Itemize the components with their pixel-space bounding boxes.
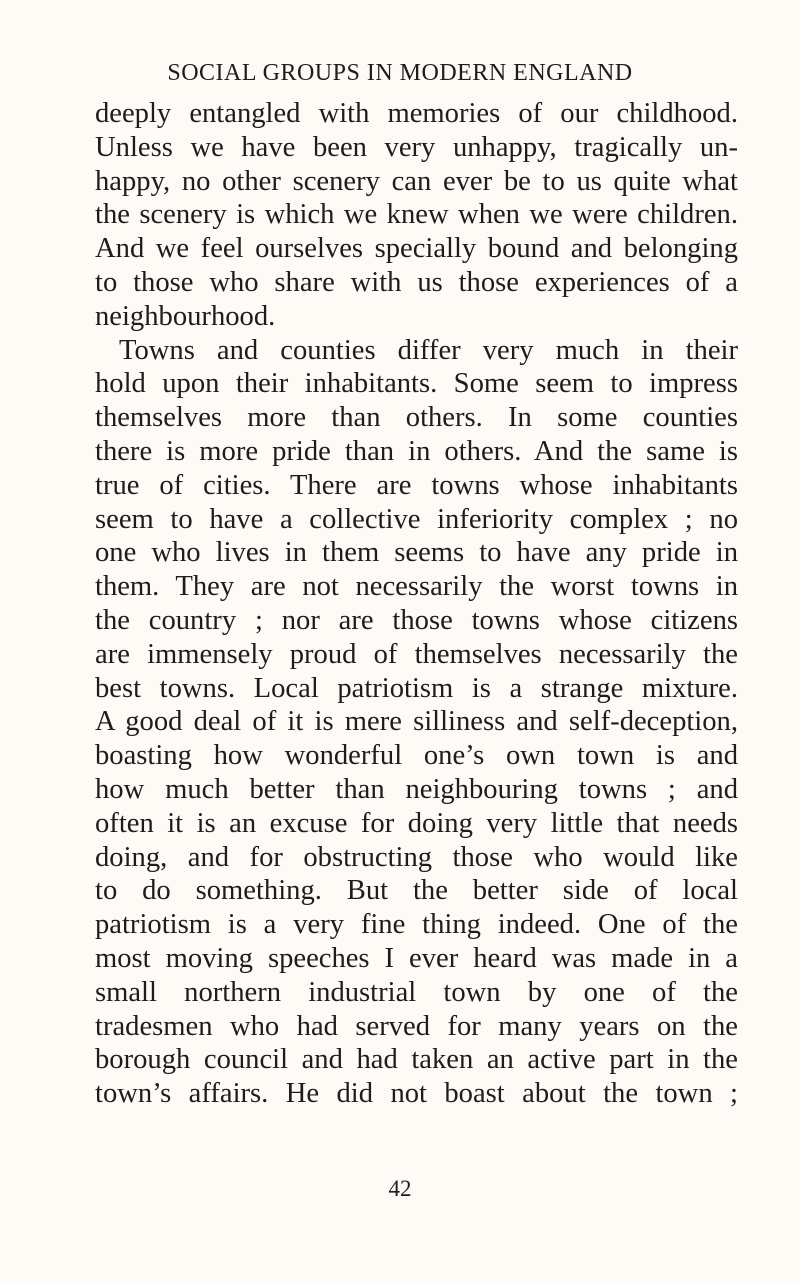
text-line: best towns. Local patriotism is a strange mixture. <box>95 672 738 704</box>
text-line: borough council and had taken an active part in the <box>95 1044 738 1076</box>
text-line: how much better than neighbouring towns ; and <box>95 773 738 805</box>
page-number: 42 <box>388 1176 412 1201</box>
text-line: small northern industrial town by one of the <box>95 976 738 1008</box>
text-line: town’s affairs. He did not boast about the town ; <box>95 1078 738 1110</box>
text-line: And we feel ourselves specially bound and belonging <box>95 233 738 265</box>
text-line: boasting how wonderful one’s own town is and <box>95 740 738 772</box>
text-line: patriotism is a very fine thing indeed. One of the <box>95 909 738 941</box>
text-line: hold upon their inhabitants. Some seem to impress <box>95 368 738 400</box>
text-line: A good deal of it is mere silliness and self-deception, <box>95 706 738 738</box>
text-line: the country ; nor are those towns whose citizens <box>95 604 738 636</box>
text-line: them. They are not necessarily the worst towns in <box>95 571 738 603</box>
text-line: are immensely proud of themselves necessarily the <box>95 638 738 670</box>
text-line: Unless we have been very unhappy, tragically un- <box>95 131 738 163</box>
text-line: to those who share with us those experiences of a <box>95 266 738 298</box>
text-line: often it is an excuse for doing very little that needs <box>95 807 738 839</box>
body-text <box>95 97 738 1111</box>
text-line: doing, and for obstructing those who would like <box>95 841 738 873</box>
text-line: deeply entangled with memories of our childhood. <box>95 98 738 129</box>
text-line: one who lives in them seems to have any pride in <box>95 537 738 569</box>
text-line: true of cities. There are towns whose inhabitants <box>95 469 738 501</box>
text-line: tradesmen who had served for many years on the <box>95 1010 738 1042</box>
text-line: there is more pride than in others. And the same is <box>95 435 738 467</box>
text-line: happy, no other scenery can ever be to us quite what <box>95 165 738 197</box>
text-line: most moving speeches I ever heard was made in a <box>95 942 738 974</box>
text-line: the scenery is which we knew when we were children. <box>95 199 738 231</box>
text-line: seem to have a collective inferiority complex ; no <box>95 503 738 535</box>
text-line: themselves more than others. In some counties <box>95 402 738 434</box>
text-line: neighbourhood. <box>95 300 276 332</box>
text-line: Towns and counties differ very much in their <box>119 334 738 366</box>
text-line: to do something. But the better side of local <box>95 875 738 907</box>
running-head: SOCIAL GROUPS IN MODERN ENGLAND <box>167 60 633 86</box>
